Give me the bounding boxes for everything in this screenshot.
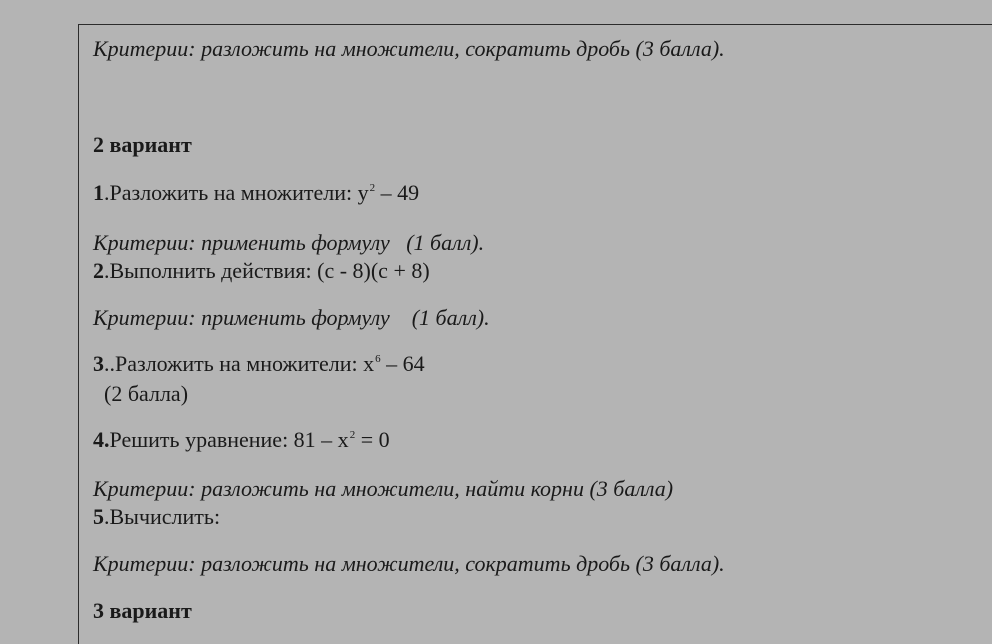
- criteria-4: Критерии: разложить на множители, найти корни (3 балла): [93, 476, 674, 501]
- task-1: [93, 180, 419, 210]
- variant-3-heading: 3 вариант: [93, 598, 192, 623]
- criteria-2: Критерии: применить формулу (1 балл).: [93, 305, 490, 330]
- task-3: [93, 351, 425, 381]
- task-5: [93, 504, 220, 530]
- task-2-text: .Выполнить действия: (c - 8)(c + 8): [104, 258, 430, 283]
- task-4: [93, 427, 390, 457]
- task-2-number: 2: [93, 258, 104, 283]
- task-1-text: .Разложить на множители: y: [104, 180, 369, 205]
- task-2: [93, 258, 430, 284]
- task-3-text: ..Разложить на множители: x: [104, 351, 375, 376]
- task-4-exponent: 2: [349, 429, 356, 441]
- task-1-exponent: 2: [369, 182, 376, 194]
- task-4-tail: = 0: [355, 427, 390, 452]
- task-4-number: 4.: [93, 427, 110, 452]
- task-3-points: (2 балла): [104, 381, 189, 406]
- task-3-tail: – 64: [380, 351, 425, 376]
- task-1-tail: – 49: [375, 180, 420, 205]
- task-4-text: Решить уравнение: 81 – x: [109, 427, 349, 452]
- variant-2-heading: 2 вариант: [93, 132, 192, 157]
- criteria-5: Критерии: разложить на множители, сократить дробь (3 балла).: [93, 551, 725, 576]
- criteria-top: Критерии: разложить на множители, сократить дробь (3 балла).: [93, 36, 725, 61]
- task-1-number: 1: [93, 180, 104, 205]
- task-5-text: .Вычислить:: [104, 504, 221, 529]
- task-3-exponent: 6: [375, 353, 381, 365]
- task-5-number: 5: [93, 504, 104, 529]
- criteria-1: Критерии: применить формулу (1 балл).: [93, 230, 485, 255]
- task-3-number: 3: [93, 351, 104, 376]
